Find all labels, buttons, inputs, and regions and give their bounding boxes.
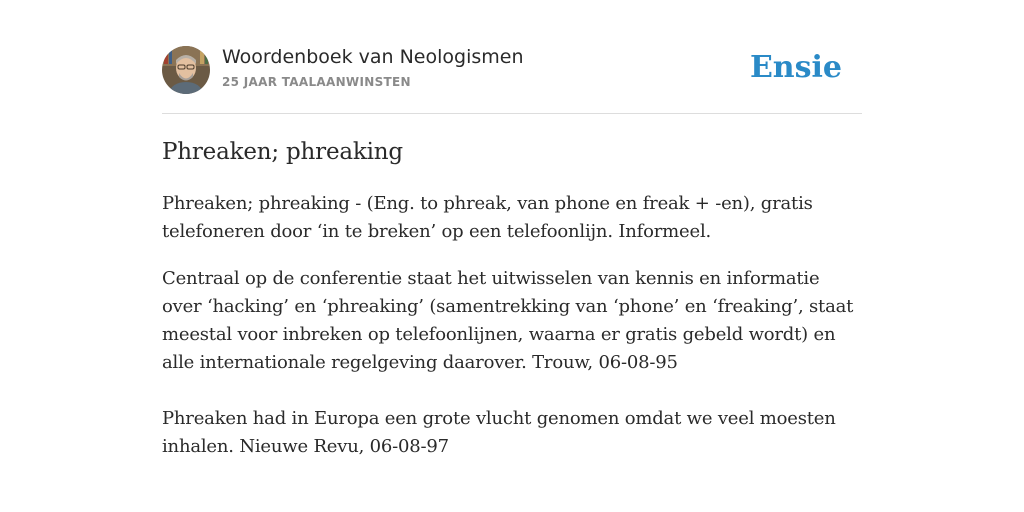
citation-2: Phreaken had in Europa een grote vlucht genomen omdat we veel moesten inhalen. Nieuwe Revu, 06-08-97 xyxy=(162,408,836,457)
site-title[interactable]: Woordenboek van Neologismen xyxy=(222,46,524,68)
avatar-portrait-icon xyxy=(162,46,210,94)
site-subtitle: 25 JAAR TAALAANWINSTEN xyxy=(222,75,411,89)
header xyxy=(162,46,862,96)
entry-definition: Phreaken; phreaking - (Eng. to phreak, van phone en freak + -en), gratis telefoneren door ‘in te breken’ op een telefoonlijn. Informeel. xyxy=(162,193,813,242)
citation-spacer xyxy=(162,377,862,405)
author-avatar[interactable] xyxy=(162,46,210,94)
header-divider xyxy=(162,113,862,114)
citation-1: Centraal op de conferentie staat het uitwisselen van kennis en informatie over ‘hacking’ en ‘phreaking’ (samentrekking van ‘phone’ en ‘freaking’, staat meestal voor inbreken op telefoonlijnen, waarna er gratis gebeld wordt) en alle internationale regelgeving daarover. Trouw, 06-08-95 xyxy=(162,268,854,373)
ensie-logo[interactable]: Ensie xyxy=(749,50,842,85)
entry-title: Phreaken; phreaking xyxy=(162,139,403,165)
entry-content xyxy=(162,136,862,461)
